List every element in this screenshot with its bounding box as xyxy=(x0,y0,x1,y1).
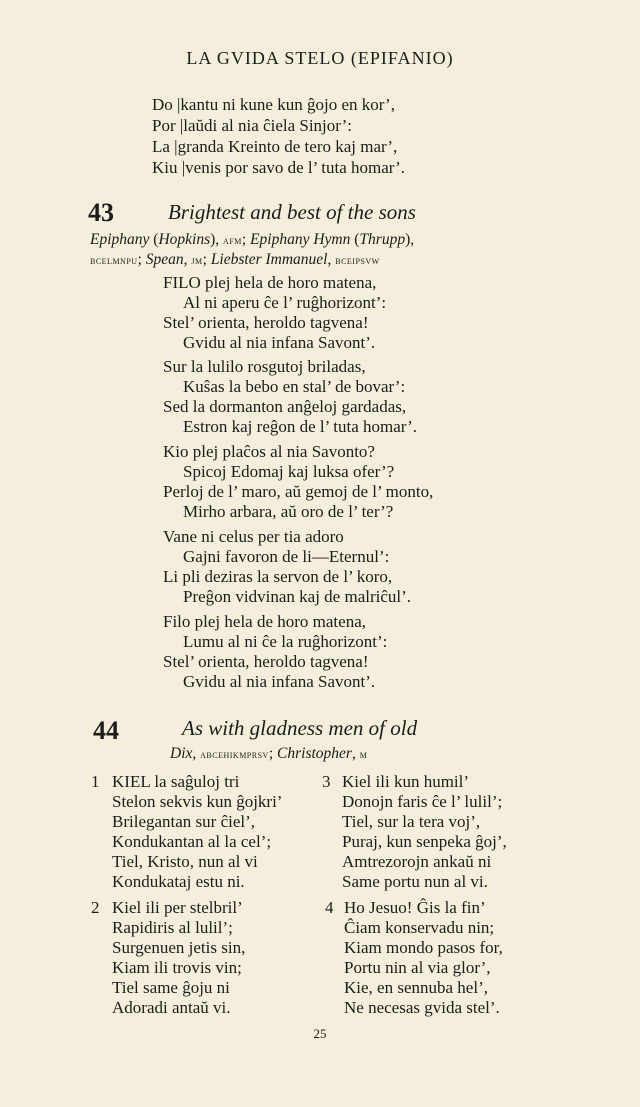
hymn-title: As with gladness men of old xyxy=(182,716,418,740)
stanza xyxy=(112,898,245,1018)
verse-line: Donojn faris ĉe l’ lulil’; xyxy=(342,792,503,811)
verse-line: Kiam mondo pasos for, xyxy=(344,938,503,957)
verse-line: Stel’ orienta, heroldo tagvena! xyxy=(163,313,369,332)
verse-line: Vane ni celus per tia adoro xyxy=(163,527,344,546)
tune-list: Dix, abcehikmprsv; Christopher, m xyxy=(170,745,368,762)
top-stanza-line: Kiu |venis por savo de l’ tuta homar’. xyxy=(152,158,405,177)
verse-line: Li pli deziras la servon de l’ koro, xyxy=(163,567,393,586)
verse-line: Mirho arbara, aŭ oro de l’ ter’? xyxy=(183,502,394,521)
tune-sources: jm xyxy=(191,253,203,267)
tune-sources: m xyxy=(359,747,368,761)
verse-line: Kio plej plaĉos al nia Savonto? xyxy=(163,442,375,461)
verse-line: Tiel same ĝoju ni xyxy=(112,978,230,997)
stanza-number: 2 xyxy=(91,898,100,917)
stanza-number: 4 xyxy=(325,898,334,917)
stanza xyxy=(112,772,282,892)
verse-line: Gajni favoron de li—Eternul’: xyxy=(183,547,390,566)
verse-line: Kiam ili trovis vin; xyxy=(112,958,242,977)
verse-line: Kondukantan al la cel’; xyxy=(112,832,272,851)
verse-line: Estron kaj reĝon de l’ tuta homar’. xyxy=(183,417,417,436)
tune-list: Epiphany (Hopkins), afm; Epiphany Hymn (Thrupp), xyxy=(90,231,415,248)
stanza xyxy=(163,357,417,437)
tune-name: Dix xyxy=(170,745,193,762)
verse-line: Rapidiris al lulil’; xyxy=(112,918,233,937)
hymn-number: 43 xyxy=(88,198,114,227)
verse-line: Ho Jesuo! Ĝis la fin’ xyxy=(344,898,486,917)
verse-line: Spicoj Edomaj kaj luksa ofer’? xyxy=(183,462,395,481)
verse-line: Adoradi antaŭ vi. xyxy=(112,998,231,1017)
verse-line: Ĉiam konservadu nin; xyxy=(344,918,495,937)
verse-line: Tiel, Kristo, nun al vi xyxy=(112,852,258,871)
tune-name: Epiphany xyxy=(90,231,150,248)
verse-line: Kiel ili per stelbril’ xyxy=(112,898,243,917)
verse-line: Lumu al ni ĉe la ruĝhorizont’: xyxy=(183,632,388,651)
verse-line: Perloj de l’ maro, aŭ gemoj de l’ monto, xyxy=(163,482,434,501)
verse-line: FILO plej hela de horo matena, xyxy=(163,273,377,292)
verse-line: Amtrezorojn ankaŭ ni xyxy=(342,852,492,871)
verse-line: Brilegantan sur ĉiel’, xyxy=(112,812,256,831)
tune-list: bcelmnpu; Spean, jm; Liebster Immanuel, bceipsvw xyxy=(90,251,380,268)
tune-composer: Hopkins xyxy=(158,231,211,248)
stanza xyxy=(163,527,411,607)
top-stanza-line: Do |kantu ni kune kun ĝojo en kor’, xyxy=(152,95,395,114)
verse-line: Portu nin al via glor’, xyxy=(344,958,491,977)
tune-name: Spean xyxy=(145,251,184,268)
stanza xyxy=(163,273,386,353)
verse-line: Kondukataj estu ni. xyxy=(112,872,245,891)
stanza-number: 1 xyxy=(91,772,100,791)
stanza xyxy=(344,898,503,1018)
page-number: 25 xyxy=(313,1026,327,1041)
hymn-number: 44 xyxy=(93,716,119,745)
verse-line: Surgenuen jetis sin, xyxy=(112,938,246,957)
verse-line: Puraj, kun senpeka ĝoj’, xyxy=(342,832,507,851)
verse-line: Kie, en sennuba hel’, xyxy=(344,978,488,997)
tune-name: Epiphany Hymn xyxy=(250,231,351,248)
verse-line: KIEL la saĝuloj tri xyxy=(112,772,240,791)
verse-line: Gvidu al nia infana Savont’. xyxy=(183,672,376,691)
verse-line: Ne necesas gvida stel’. xyxy=(344,998,500,1017)
verse-line: Tiel, sur la tera voj’, xyxy=(342,812,481,831)
tune-name: Liebster Immanuel xyxy=(210,251,328,268)
tune-sources: abcehikmprsv xyxy=(200,747,269,761)
hymn-title: Brightest and best of the sons xyxy=(168,200,416,224)
stanza xyxy=(163,442,433,522)
tune-sources: bcelmnpu xyxy=(90,253,138,267)
verse-line: Sed la dormanton anĝeloj gardadas, xyxy=(163,397,407,416)
verse-line: Kiel ili kun humil’ xyxy=(342,772,470,791)
top-stanza-line: Por |laŭdi al nia ĉiela Sinjor’: xyxy=(152,116,352,135)
top-stanza-line: La |granda Kreinto de tero kaj mar’, xyxy=(152,137,398,156)
tune-sources: afm xyxy=(223,233,242,247)
stanza-number: 3 xyxy=(322,772,331,791)
tune-composer: Thrupp xyxy=(359,231,406,248)
stanza xyxy=(342,772,507,892)
verse-line: Preĝon vidvinan kaj de malriĉul’. xyxy=(183,587,412,606)
verse-line: Al ni aperu ĉe l’ ruĝhorizont’: xyxy=(183,293,387,312)
verse-line: Same portu nun al vi. xyxy=(342,872,488,891)
tune-name: Christopher xyxy=(277,745,352,762)
verse-line: Gvidu al nia infana Savont’. xyxy=(183,333,376,352)
verse-line: Stelon sekvis kun ĝojkri’ xyxy=(112,792,283,811)
tune-sources: bceipsvw xyxy=(335,253,380,267)
verse-line: Stel’ orienta, heroldo tagvena! xyxy=(163,652,369,671)
stanza xyxy=(163,612,387,692)
verse-line: Kuŝas la bebo en stal’ de bovar’: xyxy=(183,377,406,396)
page-header: LA GVIDA STELO (EPIFANIO) xyxy=(186,48,454,68)
verse-line: Sur la lulilo rosgutoj briladas, xyxy=(163,357,366,376)
verse-line: Filo plej hela de horo matena, xyxy=(163,612,366,631)
